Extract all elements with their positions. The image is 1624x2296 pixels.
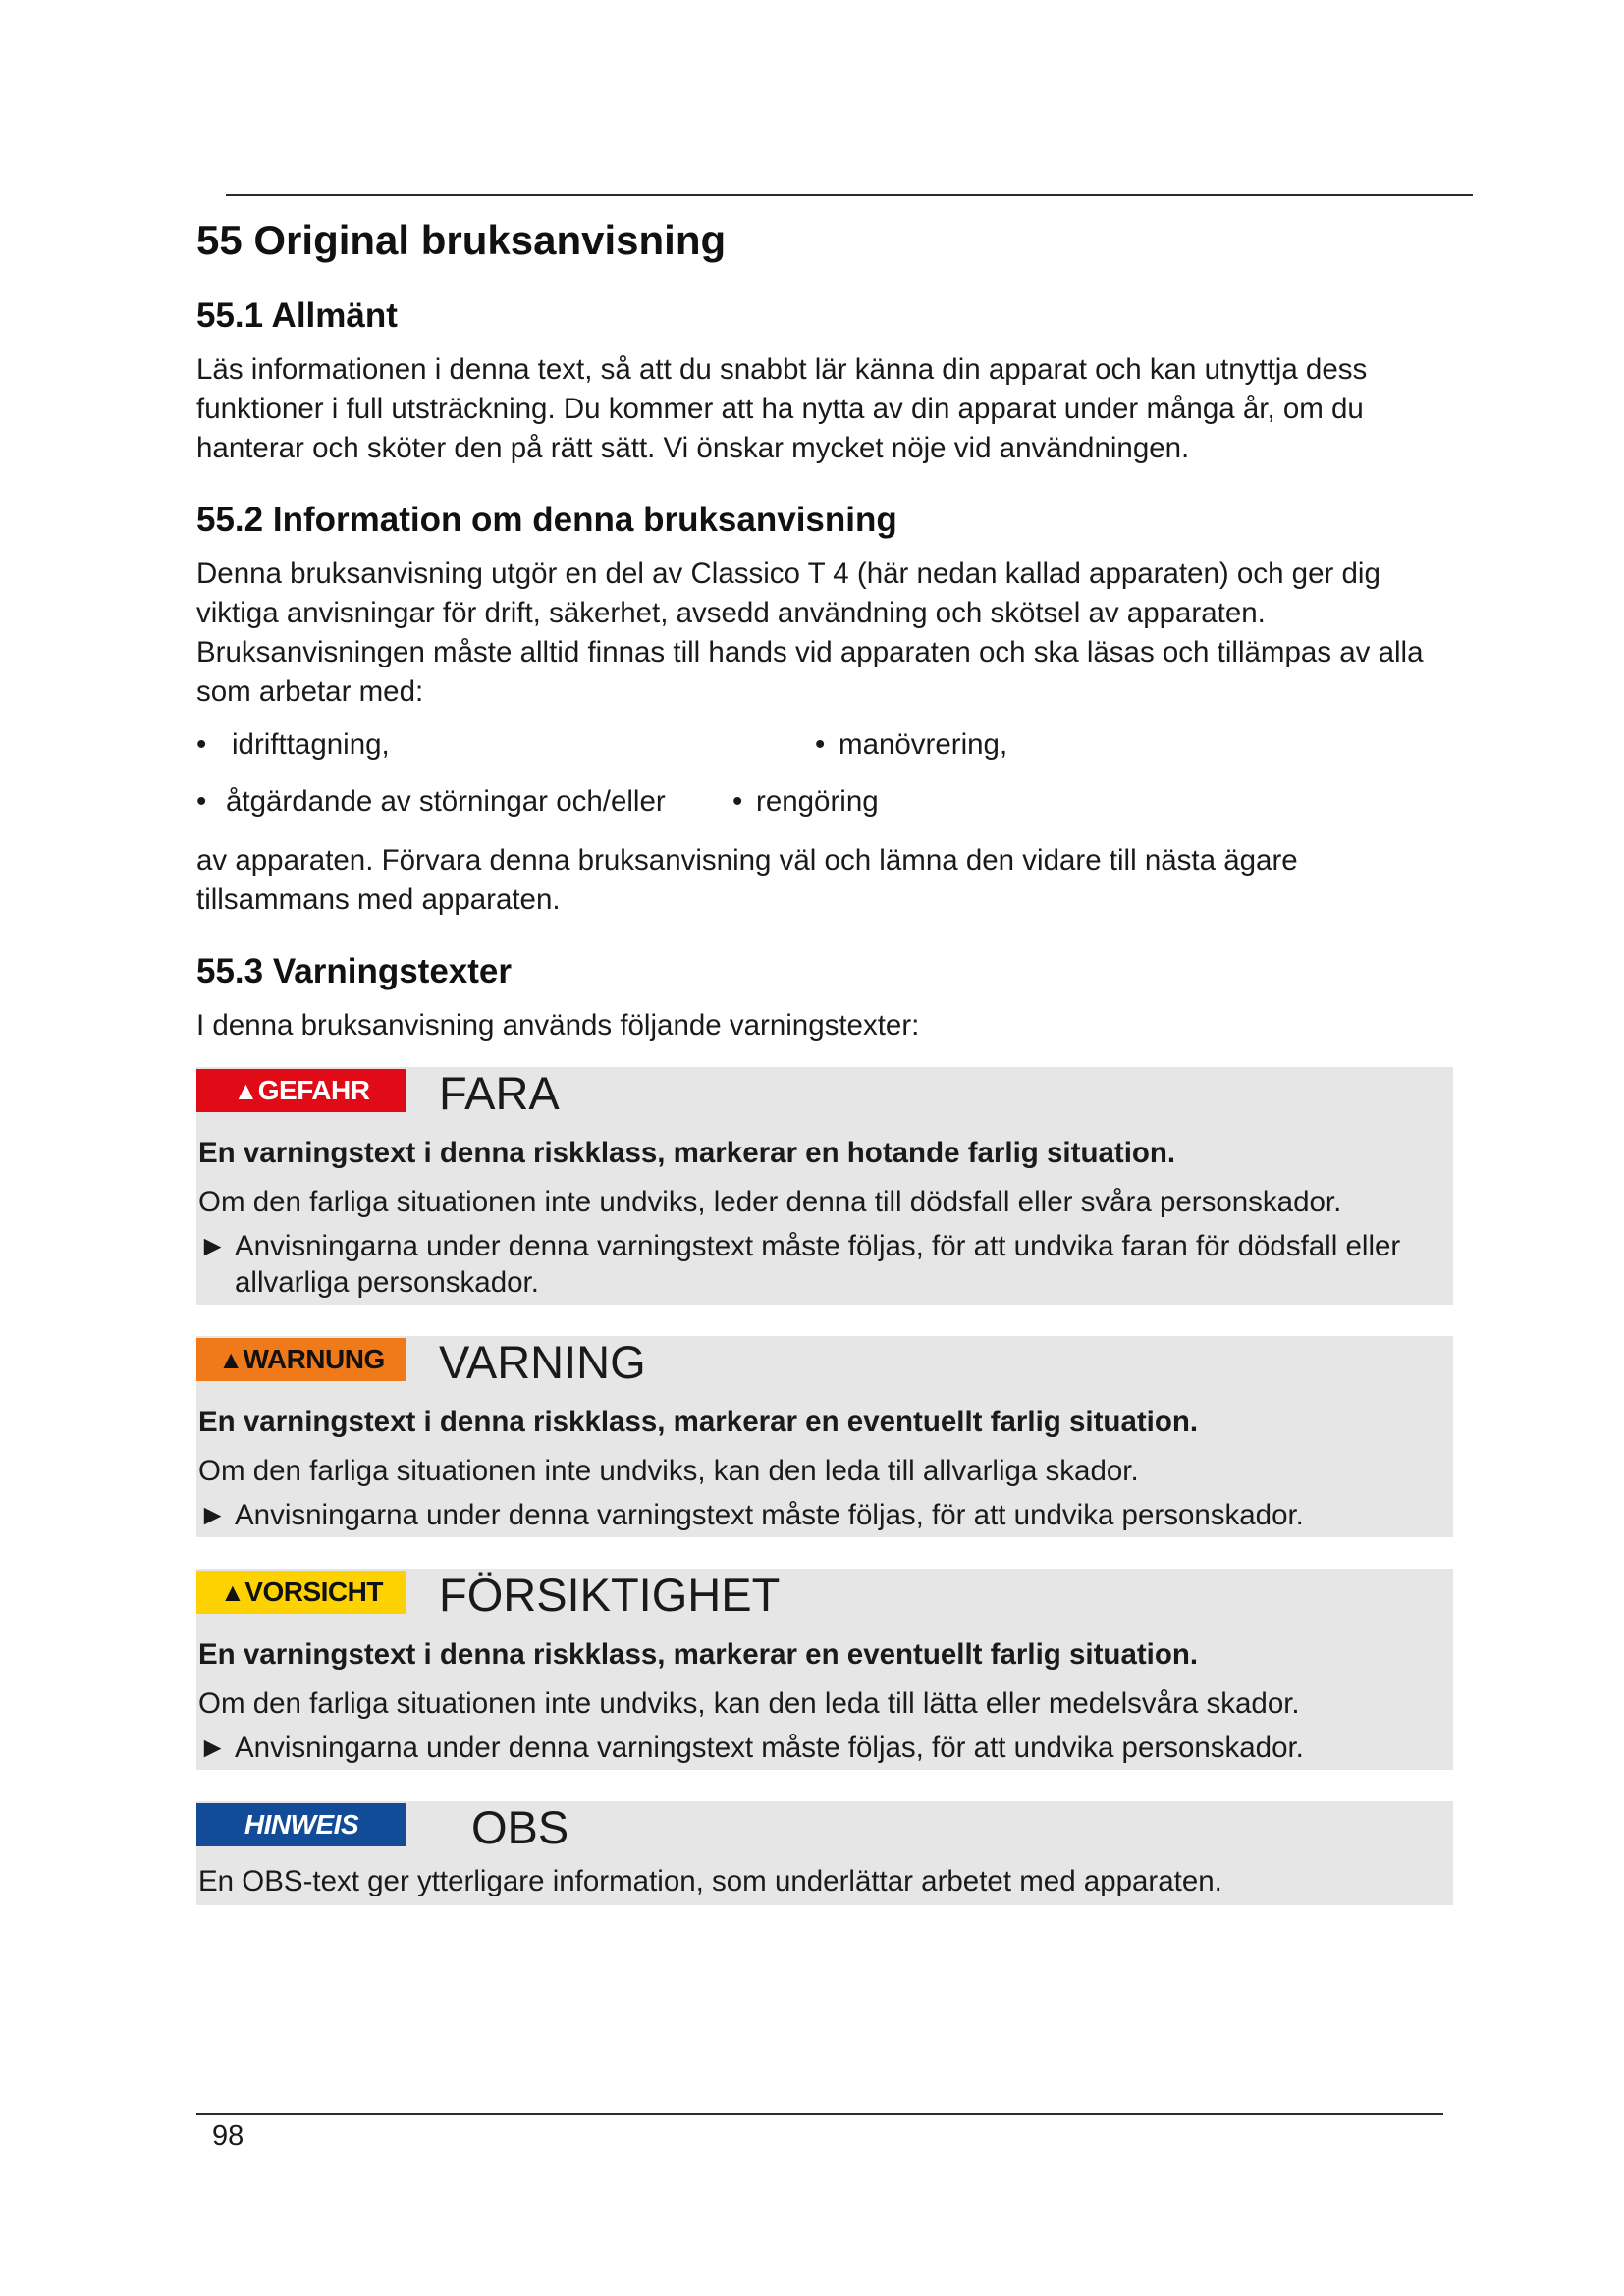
- chapter-title: 55 Original bruksanvisning: [196, 217, 727, 263]
- list-item: • idrifttagning,: [196, 725, 390, 765]
- warning-box-warning: [196, 1336, 1453, 1537]
- bullet-icon: •: [815, 728, 826, 761]
- arrow-right-icon: ►: [198, 1499, 228, 1531]
- warning-consequence: Om den farliga situationen inte undviks, leder denna till dödsfall eller svåra personskador.: [198, 1186, 1342, 1218]
- section-info: [196, 496, 1453, 920]
- danger-badge: ▲GEFAHR: [196, 1069, 406, 1112]
- warning-header: [196, 1067, 1453, 1124]
- page-number: 98: [212, 2120, 244, 2152]
- warning-instruction: ► Anvisningarna under denna varningstext måste följas, för att undvika faran för dödsfall eller allvarliga personskador.: [198, 1230, 1401, 1299]
- caution-badge: ▲VORSICHT: [196, 1571, 406, 1614]
- list-item: • rengöring: [732, 782, 879, 822]
- section-text-warnings: I denna bruksanvisning används följande varningstexter:: [196, 1009, 920, 1041]
- warning-definition: En varningstext i denna riskklass, markerar en eventuellt farlig situation.: [198, 1406, 1199, 1438]
- section-heading-warnings: 55.3 Varningstexter: [196, 952, 512, 990]
- arrow-right-icon: ►: [198, 1732, 228, 1764]
- warning-instruction: ► Anvisningarna under denna varningstext måste följas, för att undvika personskador.: [198, 1732, 1304, 1764]
- warning-title: VARNING: [439, 1336, 646, 1388]
- bullet-icon: •: [732, 785, 743, 818]
- warning-instruction: ► Anvisningarna under denna varningstext måste följas, för att undvika personskador.: [198, 1499, 1304, 1531]
- warning-box-notice: [196, 1801, 1453, 1905]
- list-item: • manövrering,: [815, 725, 1007, 765]
- warning-definition: En varningstext i denna riskklass, markerar en hotande farlig situation.: [198, 1137, 1176, 1169]
- warning-title: FARA: [439, 1067, 560, 1119]
- warning-triangle-icon: ▲: [218, 1345, 244, 1374]
- arrow-right-icon: ►: [198, 1230, 228, 1262]
- warning-triangle-icon: ▲: [233, 1076, 258, 1105]
- warning-title: OBS: [471, 1801, 569, 1853]
- warning-definition: En varningstext i denna riskklass, markerar en eventuellt farlig situation.: [198, 1638, 1199, 1671]
- section-text-info: Denna bruksanvisning utgör en del av Classico T 4 (här nedan kallad apparaten) och ger dig viktiga anvisningar för drift, säkerhet, avsedd användning och skötsel av apparaten. Bruksanvisningen måste alltid finnas till hands vid apparaten och ska läsas och tillämpas av alla som arbetar med:: [196, 558, 1424, 708]
- bullet-icon: •: [196, 785, 207, 818]
- header-rule: [226, 194, 1473, 196]
- warning-box-caution: [196, 1569, 1453, 1770]
- warning-consequence: Om den farliga situationen inte undviks, kan den leda till lätta eller medelsvåra skador.: [198, 1687, 1300, 1720]
- warning-header: [196, 1336, 1453, 1393]
- warning-header: [196, 1801, 1453, 1858]
- bullet-list: [196, 725, 1453, 843]
- warning-title: FÖRSIKTIGHET: [439, 1569, 781, 1621]
- page-content: [196, 211, 1453, 1937]
- warning-triangle-icon: ▲: [220, 1577, 245, 1607]
- section-heading-general: 55.1 Allmänt: [196, 296, 398, 335]
- bullet-icon: •: [196, 728, 207, 761]
- section-text-info-after: av apparaten. Förvara denna bruksanvisning väl och lämna den vidare till nästa ägare tillsammans med apparaten.: [196, 844, 1298, 916]
- notice-badge: HINWEIS: [196, 1803, 406, 1846]
- footer-rule: [196, 2113, 1443, 2115]
- section-warnings: [196, 947, 1453, 1045]
- warning-badge: ▲WARNUNG: [196, 1338, 406, 1381]
- section-text-general: Läs informationen i denna text, så att du snabbt lär känna din apparat och kan utnyttja dess funktioner i full utsträckning. Du kommer att ha nytta av din apparat under många år, om du hanterar och sköter den på rätt sätt. Vi önskar mycket nöje vid användningen.: [196, 353, 1368, 464]
- list-item: • åtgärdande av störningar och/eller: [196, 782, 666, 822]
- warning-box-danger: [196, 1067, 1453, 1305]
- section-heading-info: 55.2 Information om denna bruksanvisning: [196, 501, 897, 539]
- notice-text: En OBS-text ger ytterligare information, som underlättar arbetet med apparaten.: [198, 1865, 1222, 1897]
- warning-consequence: Om den farliga situationen inte undviks, kan den leda till allvarliga skador.: [198, 1455, 1139, 1487]
- section-general: [196, 292, 1453, 468]
- warning-header: [196, 1569, 1453, 1626]
